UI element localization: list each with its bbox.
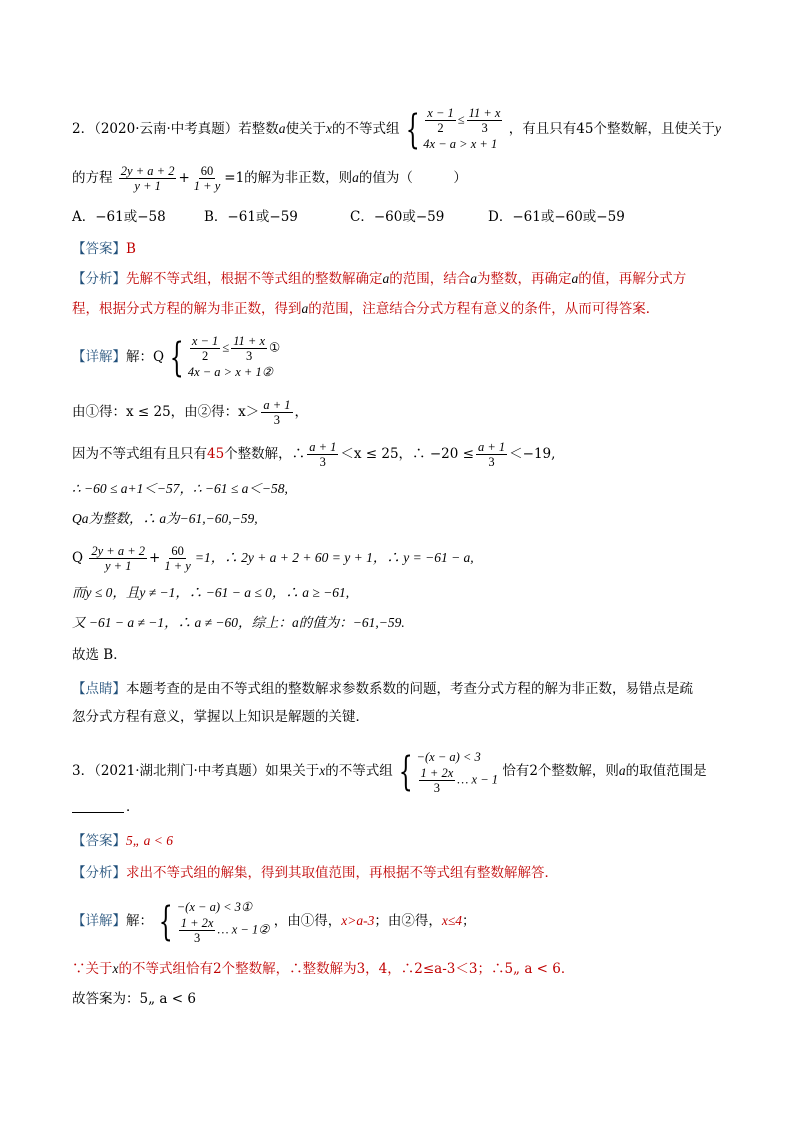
q2-step7: 又 −61 − a ≠ −1，∴ a ≠ −60，综上：a的值为：−61,−59. (72, 615, 405, 630)
q2-option-c: C．−60或−59 (350, 209, 445, 225)
q2-option-d: D．−61或−60或−59 (488, 209, 625, 225)
q2-stem-line1: 2．（2020·云南·中考真题）若整数a使关于x的不等式组 { $\frac{x - 1}{2}$ ≤ $\frac{11 + x}{3}$ 4x − a > x + 1 ，有且只有45个整数解，且使关于y (72, 106, 721, 153)
q2-step1: 由①得：x ≤ 25，由②得：x＞ $\frac{a + 1}{3}$ ， (72, 398, 308, 427)
q3-number: 3． (72, 763, 95, 779)
q2-step4: Qa为整数，∴ a为−61,−60,−59, (72, 511, 258, 526)
q3-step1: ∵关于x的不等式组恰有2个整数解，∴整数解为3，4，∴2≤a-3＜3；∴5„ a < 6． (72, 961, 575, 977)
q2-step3: ∴ −60 ≤ a+1＜−57，∴ −61 ≤ a＜−58, (72, 481, 288, 496)
q2-option-a: A．−61或−58 (72, 209, 166, 225)
q3-detail-system: { −(x − a) < 3① $\frac{1 + 2x}{3}$ … x − 1② (159, 898, 270, 945)
q2-answer: 【答案】B (72, 241, 136, 257)
q2-number: 2． (72, 121, 95, 137)
q2-step5: Q $\frac{2y + a + 2}{y + 1}$ + $\frac{60}{1 + y}$ =1，∴ 2y + a + 2 + 60 = y + 1，∴ y = −61 − a, (72, 544, 474, 573)
q2-conclusion: 故选 B． (72, 647, 127, 663)
q2-detail-system: { $\frac{x - 1}{2}$ ≤ $\frac{11 + x}{3}$ ① 4x − a > x + 1② (170, 334, 281, 381)
q2-option-b: B．−61或−59 (204, 209, 298, 225)
q2-detail: 【详解】解：Q { $\frac{x - 1}{2}$ ≤ $\frac{11 + x}{3}$ ① 4x − a > x + 1② (72, 334, 281, 381)
q2-point-line1: 【点睛】本题考查的是由不等式组的整数解求参数系数的问题，考查分式方程的解为非正数，易错点是疏 (72, 681, 693, 697)
q3-source: （2021·湖北荆门·中考真题） (94, 763, 266, 779)
q3-final: 故答案为：5„ a < 6 (72, 991, 196, 1007)
q3-answer-blank[interactable] (72, 812, 124, 813)
q2-stem-line2: 的方程 $\frac{2y + a + 2}{y + 1}$ + $\frac{60}{1 + y}$ =1的解为非正数，则a的值为（ ） (72, 164, 467, 193)
q2-analysis-line2: 程，根据分式方程的解为非正数，得到a的范围，注意结合分式方程有意义的条件，从而可得答案． (72, 301, 660, 317)
q3-detail: 【详解】解： { −(x − a) < 3① $\frac{1 + 2x}{3}$ … x − 1② ，由①得，x>a-3；由②得，x≤4； (72, 898, 476, 945)
q3-blank-end: ． (126, 799, 140, 815)
q2-step6: 而y ≤ 0，且y ≠ −1，∴ −61 − a ≤ 0，∴ a ≥ −61, (72, 585, 350, 600)
q2-point-line2: 忽分式方程有意义，掌握以上知识是解题的关键． (72, 709, 369, 725)
q3-analysis: 【分析】求出不等式组的解集，得到其取值范围，再根据不等式组有整数解解答． (72, 865, 558, 881)
q2-step2: 因为不等式组有且只有45个整数解，∴ $\frac{a + 1}{3}$ ＜x ≤ 25，∴ −20 ≤ $\frac{a + 1}{3}$ ＜−19, (72, 440, 556, 469)
q2-inequality-system: { $\frac{x - 1}{2}$ ≤ $\frac{11 + x}{3}$ 4x − a > x + 1 (405, 106, 501, 153)
q2-equation-frac2: $\frac{60}{1 + y}$ (193, 164, 221, 193)
q3-inequality-system: { −(x − a) < 3 $\frac{1 + 2x}{3}$ … x − 1 (398, 748, 499, 795)
q2-source: （2020·云南·中考真题） (94, 121, 239, 137)
q2-analysis-line1: 【分析】先解不等式组，根据不等式组的整数解确定a的范围，结合a为整数，再确定a的值，再解分式方 (72, 271, 687, 287)
q3-stem: 3．（2021·湖北荆门·中考真题）如果关于x的不等式组 { −(x − a) < 3 $\frac{1 + 2x}{3}$ … x − 1 恰有2个整数解，则a的取值范围是 (72, 748, 707, 795)
q3-answer: 【答案】5„ a < 6 (72, 833, 173, 849)
q2-equation-frac1: $\frac{2y + a + 2}{y + 1}$ (120, 164, 175, 193)
